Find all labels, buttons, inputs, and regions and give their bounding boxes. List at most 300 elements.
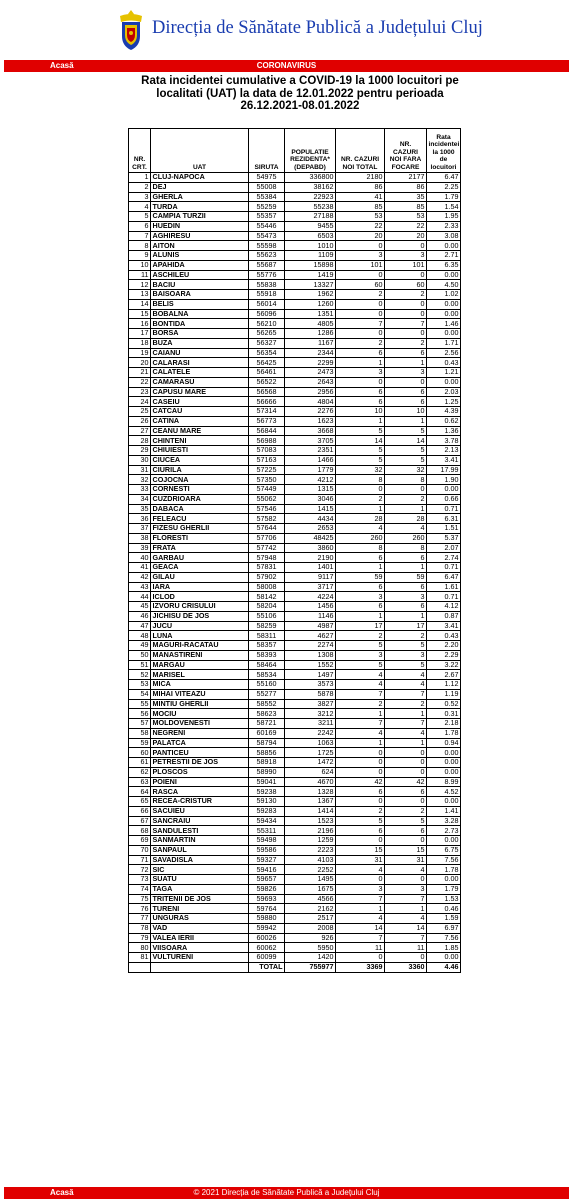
row-number: 11 xyxy=(129,270,151,280)
incidence-rate: 0.00 xyxy=(427,836,461,846)
row-number: 15 xyxy=(129,309,151,319)
population: 4212 xyxy=(285,475,336,485)
cases-no-outbreaks: 6 xyxy=(385,348,427,358)
population: 624 xyxy=(285,767,336,777)
table-row xyxy=(129,855,461,865)
row-number: 63 xyxy=(129,777,151,787)
siruta-code: 57831 xyxy=(249,563,285,573)
table-row xyxy=(129,280,461,290)
incidence-rate: 1.78 xyxy=(427,865,461,875)
cases-no-outbreaks: 22 xyxy=(385,221,427,231)
population: 2956 xyxy=(285,387,336,397)
row-number: 54 xyxy=(129,689,151,699)
uat-name: BELIS xyxy=(151,299,249,309)
row-number: 43 xyxy=(129,582,151,592)
row-number: 25 xyxy=(129,407,151,417)
row-number: 47 xyxy=(129,621,151,631)
incidence-rate: 7.56 xyxy=(427,855,461,865)
cases-no-outbreaks: 3 xyxy=(385,251,427,261)
table-row xyxy=(129,728,461,738)
table-row xyxy=(129,182,461,192)
siruta-code: 55687 xyxy=(249,260,285,270)
row-number: 59 xyxy=(129,738,151,748)
incidence-rate: 0.00 xyxy=(427,953,461,963)
row-number: 61 xyxy=(129,758,151,768)
cases-no-outbreaks: 8 xyxy=(385,475,427,485)
row-number: 3 xyxy=(129,192,151,202)
table-row xyxy=(129,348,461,358)
incidence-rate: 0.00 xyxy=(427,241,461,251)
incidence-rate: 1.79 xyxy=(427,884,461,894)
uat-name: ASCHILEU xyxy=(151,270,249,280)
cases-no-outbreaks: 5 xyxy=(385,660,427,670)
incidence-rate: 2.03 xyxy=(427,387,461,397)
uat-name: AITON xyxy=(151,241,249,251)
coat-of-arms-icon[interactable] xyxy=(116,8,146,52)
cases-total: 0 xyxy=(336,241,385,251)
siruta-code: 57902 xyxy=(249,572,285,582)
uat-name: RECEA-CRISTUR xyxy=(151,797,249,807)
cases-total: 1 xyxy=(336,738,385,748)
cases-no-outbreaks: 0 xyxy=(385,797,427,807)
incidence-rate: 0.87 xyxy=(427,611,461,621)
table-row xyxy=(129,738,461,748)
cases-no-outbreaks: 6 xyxy=(385,387,427,397)
siruta-code: 57083 xyxy=(249,446,285,456)
uat-name: CAMARASU xyxy=(151,377,249,387)
population: 1675 xyxy=(285,884,336,894)
cases-no-outbreaks: 1 xyxy=(385,611,427,621)
uat-name: CALATELE xyxy=(151,368,249,378)
incidence-rate: 2.25 xyxy=(427,182,461,192)
incidence-rate: 0.00 xyxy=(427,329,461,339)
table-row xyxy=(129,426,461,436)
total-cases-no-outbreaks: 3360 xyxy=(385,962,427,972)
table-row xyxy=(129,270,461,280)
cases-no-outbreaks: 4 xyxy=(385,914,427,924)
cases-no-outbreaks: 0 xyxy=(385,329,427,339)
siruta-code: 55357 xyxy=(249,212,285,222)
row-number: 37 xyxy=(129,524,151,534)
table-row xyxy=(129,875,461,885)
uat-name: TURDA xyxy=(151,202,249,212)
cases-no-outbreaks: 5 xyxy=(385,426,427,436)
table-row xyxy=(129,436,461,446)
cases-total: 0 xyxy=(336,270,385,280)
incidence-rate: 0.00 xyxy=(427,270,461,280)
siruta-code: 55062 xyxy=(249,494,285,504)
cases-no-outbreaks: 35 xyxy=(385,192,427,202)
uat-name: COJOCNA xyxy=(151,475,249,485)
row-number: 10 xyxy=(129,260,151,270)
cases-no-outbreaks: 5 xyxy=(385,816,427,826)
cases-total: 7 xyxy=(336,689,385,699)
siruta-code: 59041 xyxy=(249,777,285,787)
cases-no-outbreaks: 11 xyxy=(385,943,427,953)
siruta-code: 55160 xyxy=(249,680,285,690)
table-row xyxy=(129,455,461,465)
siruta-code: 56844 xyxy=(249,426,285,436)
table-row xyxy=(129,923,461,933)
nav-bar xyxy=(4,60,569,72)
population: 9455 xyxy=(285,221,336,231)
population: 2344 xyxy=(285,348,336,358)
col-header-siruta: SIRUTA xyxy=(249,129,285,173)
row-number: 29 xyxy=(129,446,151,456)
cases-no-outbreaks: 4 xyxy=(385,670,427,680)
cases-no-outbreaks: 4 xyxy=(385,680,427,690)
cases-no-outbreaks: 0 xyxy=(385,299,427,309)
row-number: 12 xyxy=(129,280,151,290)
row-number: 13 xyxy=(129,290,151,300)
cases-total: 1 xyxy=(336,504,385,514)
population: 3212 xyxy=(285,709,336,719)
incidence-rate: 2.33 xyxy=(427,221,461,231)
uat-name: UNGURAS xyxy=(151,914,249,924)
siruta-code: 58259 xyxy=(249,621,285,631)
table-row xyxy=(129,680,461,690)
incidence-rate: 0.62 xyxy=(427,416,461,426)
table-row xyxy=(129,465,461,475)
incidence-rate: 0.00 xyxy=(427,377,461,387)
population: 9117 xyxy=(285,572,336,582)
incidence-rate: 1.12 xyxy=(427,680,461,690)
row-number: 2 xyxy=(129,182,151,192)
uat-name: SANMARTIN xyxy=(151,836,249,846)
uat-name: BONTIDA xyxy=(151,319,249,329)
cases-total: 101 xyxy=(336,260,385,270)
uat-name: BUZA xyxy=(151,338,249,348)
population: 1109 xyxy=(285,251,336,261)
nav-section-title: CORONAVIRUS xyxy=(256,61,317,70)
row-number: 52 xyxy=(129,670,151,680)
cases-total: 1 xyxy=(336,358,385,368)
incidence-rate: 2.74 xyxy=(427,553,461,563)
siruta-code: 55277 xyxy=(249,689,285,699)
row-number: 21 xyxy=(129,368,151,378)
cases-no-outbreaks: 5 xyxy=(385,641,427,651)
row-number: 9 xyxy=(129,251,151,261)
cases-no-outbreaks: 1 xyxy=(385,416,427,426)
table-row xyxy=(129,943,461,953)
siruta-code: 59130 xyxy=(249,797,285,807)
table-row xyxy=(129,689,461,699)
table-row xyxy=(129,719,461,729)
uat-name: MIHAI VITEAZU xyxy=(151,689,249,699)
uat-name: NEGRENI xyxy=(151,728,249,738)
table-row xyxy=(129,611,461,621)
population: 1260 xyxy=(285,299,336,309)
row-number: 66 xyxy=(129,806,151,816)
table-row xyxy=(129,241,461,251)
cases-no-outbreaks: 0 xyxy=(385,953,427,963)
cases-total: 2 xyxy=(336,699,385,709)
uat-name: IARA xyxy=(151,582,249,592)
cases-total: 1 xyxy=(336,563,385,573)
incidence-rate: 4.50 xyxy=(427,280,461,290)
uat-name: FELEACU xyxy=(151,514,249,524)
row-number: 28 xyxy=(129,436,151,446)
cases-total: 10 xyxy=(336,407,385,417)
uat-name: PETRESTII DE JOS xyxy=(151,758,249,768)
siruta-code: 59657 xyxy=(249,875,285,885)
uat-name: FRATA xyxy=(151,543,249,553)
population: 1146 xyxy=(285,611,336,621)
population: 1523 xyxy=(285,816,336,826)
uat-name: CLUJ-NAPOCA xyxy=(151,173,249,183)
population: 6503 xyxy=(285,231,336,241)
cases-total: 5 xyxy=(336,446,385,456)
population: 4805 xyxy=(285,319,336,329)
incidence-rate: 1.41 xyxy=(427,806,461,816)
table-row xyxy=(129,416,461,426)
cases-no-outbreaks: 0 xyxy=(385,485,427,495)
population: 1167 xyxy=(285,338,336,348)
table-row xyxy=(129,260,461,270)
table-row xyxy=(129,212,461,222)
siruta-code: 57948 xyxy=(249,553,285,563)
uat-name: PALATCA xyxy=(151,738,249,748)
siruta-code: 57163 xyxy=(249,455,285,465)
uat-name: TURENI xyxy=(151,904,249,914)
cases-no-outbreaks: 7 xyxy=(385,933,427,943)
siruta-code: 55473 xyxy=(249,231,285,241)
siruta-code: 57546 xyxy=(249,504,285,514)
uat-name: VALEA IERII xyxy=(151,933,249,943)
incidence-rate: 0.66 xyxy=(427,494,461,504)
population: 1725 xyxy=(285,748,336,758)
siruta-code: 58623 xyxy=(249,709,285,719)
cases-no-outbreaks: 5 xyxy=(385,455,427,465)
nav-home-link[interactable]: Acasă xyxy=(50,61,74,70)
cases-no-outbreaks: 0 xyxy=(385,748,427,758)
population: 3046 xyxy=(285,494,336,504)
uat-name: SANDULESTI xyxy=(151,826,249,836)
col-header-uat: UAT xyxy=(151,129,249,173)
cases-no-outbreaks: 59 xyxy=(385,572,427,582)
row-number: 20 xyxy=(129,358,151,368)
siruta-code: 56096 xyxy=(249,309,285,319)
row-number: 71 xyxy=(129,855,151,865)
uat-name: BACIU xyxy=(151,280,249,290)
incidence-rate: 0.94 xyxy=(427,738,461,748)
population: 1419 xyxy=(285,270,336,280)
table-row xyxy=(129,621,461,631)
incidence-rate: 1.21 xyxy=(427,368,461,378)
cases-no-outbreaks: 2177 xyxy=(385,173,427,183)
siruta-code: 56265 xyxy=(249,329,285,339)
uat-name: SANPAUL xyxy=(151,845,249,855)
cases-no-outbreaks: 1 xyxy=(385,504,427,514)
table-total-row xyxy=(129,962,461,972)
cases-total: 6 xyxy=(336,397,385,407)
population: 1497 xyxy=(285,670,336,680)
population: 3860 xyxy=(285,543,336,553)
row-number: 1 xyxy=(129,173,151,183)
footer-home-link[interactable]: Acasă xyxy=(50,1188,74,1197)
cases-total: 11 xyxy=(336,943,385,953)
incidence-rate: 2.13 xyxy=(427,446,461,456)
population: 13327 xyxy=(285,280,336,290)
cases-total: 2 xyxy=(336,631,385,641)
cases-no-outbreaks: 7 xyxy=(385,319,427,329)
incidence-rate: 17.99 xyxy=(427,465,461,475)
population: 2643 xyxy=(285,377,336,387)
uat-name: GILAU xyxy=(151,572,249,582)
population: 1456 xyxy=(285,602,336,612)
uat-name: CALARASI xyxy=(151,358,249,368)
cases-no-outbreaks: 1 xyxy=(385,358,427,368)
uat-name: CHIUIESTI xyxy=(151,446,249,456)
cases-total: 2 xyxy=(336,338,385,348)
incidence-table xyxy=(128,128,461,973)
cases-total: 7 xyxy=(336,719,385,729)
population: 1420 xyxy=(285,953,336,963)
cases-no-outbreaks: 42 xyxy=(385,777,427,787)
cases-total: 5 xyxy=(336,426,385,436)
site-title[interactable]: Direcția de Sănătate Publică a Județului Cluj xyxy=(152,18,483,38)
siruta-code: 59416 xyxy=(249,865,285,875)
population: 1472 xyxy=(285,758,336,768)
cases-total: 60 xyxy=(336,280,385,290)
population: 1495 xyxy=(285,875,336,885)
cases-no-outbreaks: 85 xyxy=(385,202,427,212)
cases-total: 7 xyxy=(336,319,385,329)
incidence-rate: 2.29 xyxy=(427,650,461,660)
uat-name: BOBALNA xyxy=(151,309,249,319)
uat-name: TRITENII DE JOS xyxy=(151,894,249,904)
uat-name: MARISEL xyxy=(151,670,249,680)
cases-no-outbreaks: 86 xyxy=(385,182,427,192)
incidence-rate: 5.37 xyxy=(427,533,461,543)
row-number: 35 xyxy=(129,504,151,514)
siruta-code: 59283 xyxy=(249,806,285,816)
siruta-code: 58534 xyxy=(249,670,285,680)
cases-no-outbreaks: 0 xyxy=(385,875,427,885)
cases-total: 0 xyxy=(336,299,385,309)
table-row xyxy=(129,533,461,543)
uat-name: RASCA xyxy=(151,787,249,797)
table-row xyxy=(129,582,461,592)
siruta-code: 58008 xyxy=(249,582,285,592)
cases-total: 86 xyxy=(336,182,385,192)
population: 1779 xyxy=(285,465,336,475)
uat-name: MARGAU xyxy=(151,660,249,670)
uat-name: APAHIDA xyxy=(151,260,249,270)
incidence-rate: 0.00 xyxy=(427,875,461,885)
row-number: 38 xyxy=(129,533,151,543)
uat-name: CEANU MARE xyxy=(151,426,249,436)
row-number: 74 xyxy=(129,884,151,894)
siruta-code: 56354 xyxy=(249,348,285,358)
incidence-rate: 0.43 xyxy=(427,631,461,641)
incidence-rate: 1.78 xyxy=(427,728,461,738)
table-row xyxy=(129,338,461,348)
siruta-code: 55106 xyxy=(249,611,285,621)
table-row xyxy=(129,650,461,660)
incidence-rate: 2.20 xyxy=(427,641,461,651)
cases-total: 0 xyxy=(336,758,385,768)
population: 336800 xyxy=(285,173,336,183)
population: 3668 xyxy=(285,426,336,436)
incidence-rate: 1.54 xyxy=(427,202,461,212)
table-row xyxy=(129,894,461,904)
table-row xyxy=(129,553,461,563)
uat-name: CUZDRIOARA xyxy=(151,494,249,504)
population: 15898 xyxy=(285,260,336,270)
siruta-code: 59498 xyxy=(249,836,285,846)
cases-total: 0 xyxy=(336,875,385,885)
uat-name: JUCU xyxy=(151,621,249,631)
uat-name: AGHIRESU xyxy=(151,231,249,241)
siruta-code: 60062 xyxy=(249,943,285,953)
table-row xyxy=(129,826,461,836)
population: 1010 xyxy=(285,241,336,251)
uat-name: CAPUSU MARE xyxy=(151,387,249,397)
table-row xyxy=(129,670,461,680)
cases-no-outbreaks: 0 xyxy=(385,241,427,251)
population: 2276 xyxy=(285,407,336,417)
population: 2242 xyxy=(285,728,336,738)
cases-no-outbreaks: 0 xyxy=(385,836,427,846)
uat-name: BORSA xyxy=(151,329,249,339)
population: 1367 xyxy=(285,797,336,807)
cases-total: 260 xyxy=(336,533,385,543)
incidence-rate: 3.22 xyxy=(427,660,461,670)
row-number: 42 xyxy=(129,572,151,582)
incidence-rate: 0.46 xyxy=(427,904,461,914)
uat-name: CATINA xyxy=(151,416,249,426)
uat-name: SUATU xyxy=(151,875,249,885)
table-row xyxy=(129,953,461,963)
cases-total: 0 xyxy=(336,377,385,387)
incidence-rate: 0.71 xyxy=(427,592,461,602)
table-row xyxy=(129,933,461,943)
uat-name: DEJ xyxy=(151,182,249,192)
uat-name: GEACA xyxy=(151,563,249,573)
incidence-rate: 1.25 xyxy=(427,397,461,407)
cases-no-outbreaks: 7 xyxy=(385,719,427,729)
incidence-rate: 0.00 xyxy=(427,309,461,319)
uat-name: FIZESU GHERLII xyxy=(151,524,249,534)
uat-name: GHERLA xyxy=(151,192,249,202)
uat-name: ALUNIS xyxy=(151,251,249,261)
row-number: 67 xyxy=(129,816,151,826)
siruta-code: 55598 xyxy=(249,241,285,251)
row-number: 65 xyxy=(129,797,151,807)
population: 22923 xyxy=(285,192,336,202)
table-row xyxy=(129,816,461,826)
table-row xyxy=(129,290,461,300)
uat-name: CIUCEA xyxy=(151,455,249,465)
cases-no-outbreaks: 7 xyxy=(385,894,427,904)
incidence-rate: 3.08 xyxy=(427,231,461,241)
incidence-rate: 0.71 xyxy=(427,563,461,573)
siruta-code: 58204 xyxy=(249,602,285,612)
cases-no-outbreaks: 1 xyxy=(385,738,427,748)
incidence-rate: 2.18 xyxy=(427,719,461,729)
population: 48425 xyxy=(285,533,336,543)
table-header-row xyxy=(129,129,461,173)
cases-total: 20 xyxy=(336,231,385,241)
cases-no-outbreaks: 0 xyxy=(385,270,427,280)
row-number: 79 xyxy=(129,933,151,943)
row-number: 32 xyxy=(129,475,151,485)
incidence-rate: 1.90 xyxy=(427,475,461,485)
siruta-code: 55623 xyxy=(249,251,285,261)
cases-total: 3 xyxy=(336,251,385,261)
row-number: 56 xyxy=(129,709,151,719)
